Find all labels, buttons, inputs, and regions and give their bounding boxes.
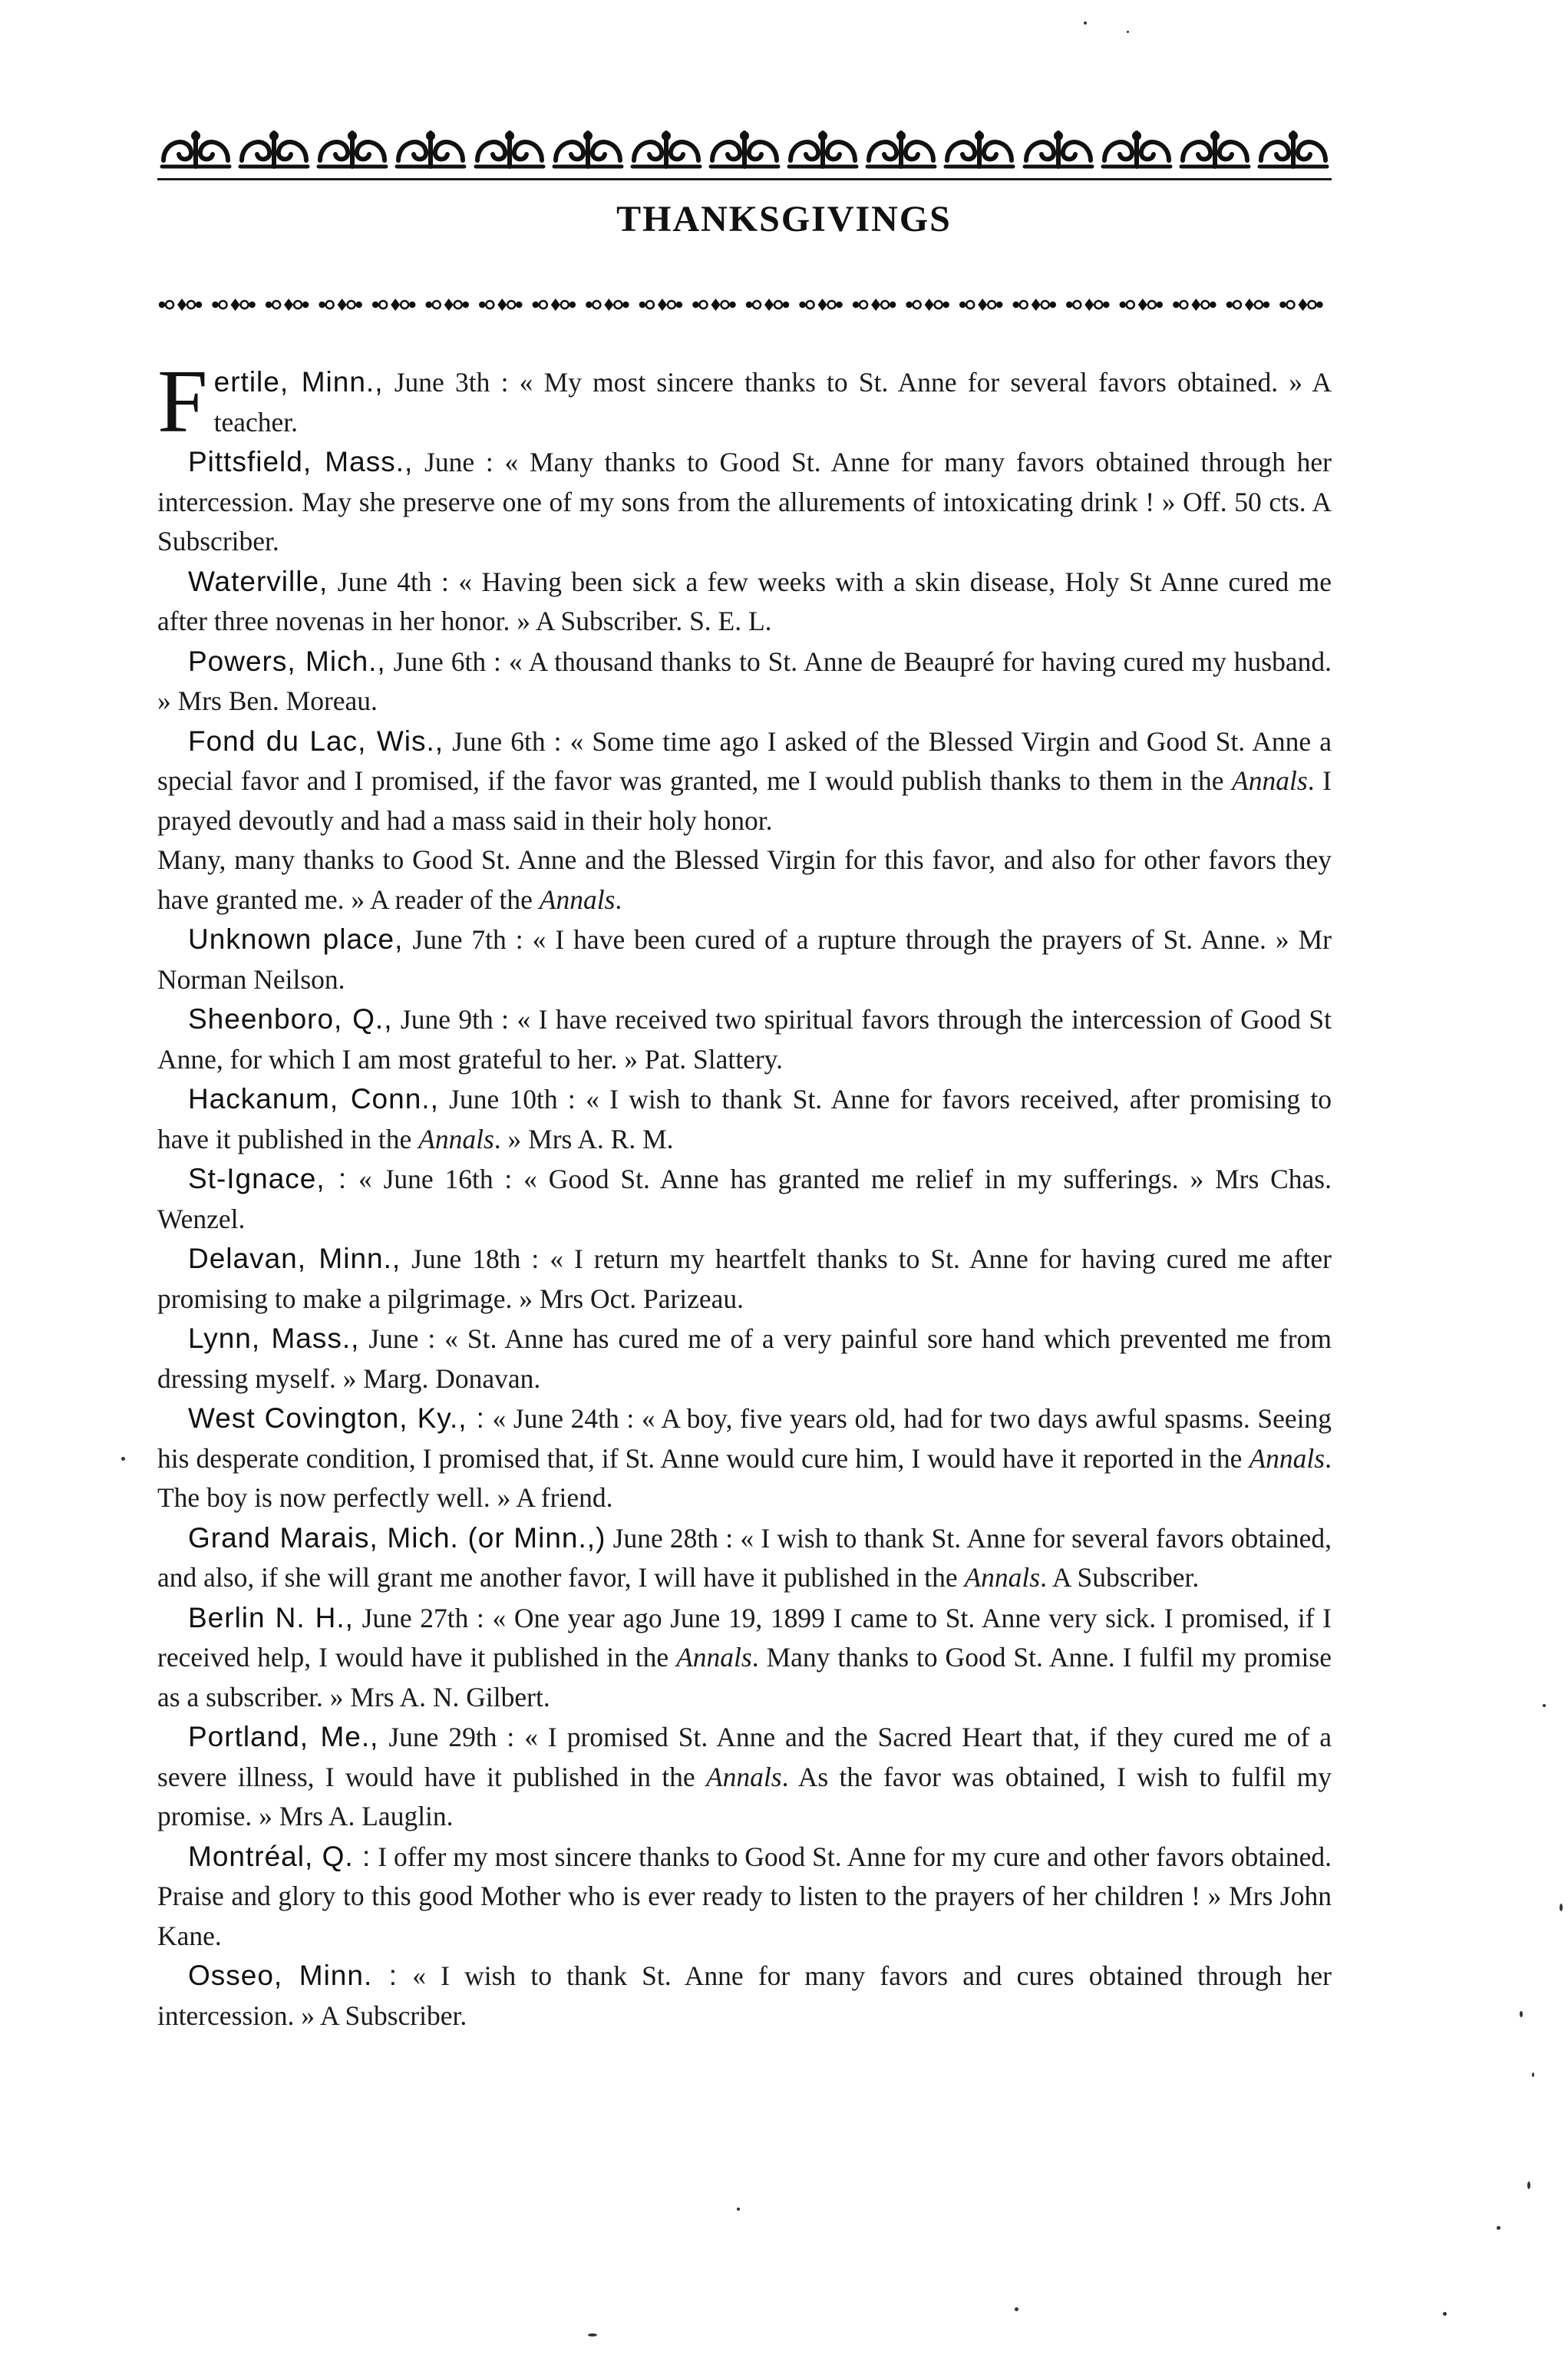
entry-waterville [157,562,1332,642]
divider-dot [837,302,842,307]
entry-place: Hackanum, Conn., [188,1083,439,1115]
entry-text: June 6th : « Some time ago I asked of the Blessed Virgin and Good St. Anne a special favor and I promised, if the favor was granted, me I would publish thanks to them in the [157,725,1332,796]
entry-place: Sheenboro, Q., [188,1003,393,1035]
entry-hackanum [157,1079,1332,1159]
divider-dot [373,302,378,307]
scan-speck [1560,1904,1563,1911]
entry-text: . [615,883,622,915]
divider-diamond [711,299,720,311]
entry-text: June 6th : « A thousand thanks to St. Anne de Beaupré for having cured my husband. » Mrs Ben. Moreau. [157,646,1332,716]
entry-place: ertile, Minn., [213,366,384,398]
entry-place: West Covington, Ky., : [188,1402,485,1434]
divider-dot [881,301,889,309]
divider-dot [614,301,622,309]
divider-diamond [978,299,987,311]
entry-place: Delavan, Minn., [188,1243,401,1274]
entry-west-covington [157,1399,1332,1518]
divider-dot [997,302,1002,307]
entry-powers [157,642,1332,722]
entry-text: June 28th : « I wish to thank St. Anne for several favors obtained, and also, if she will grant me another favor, I will have it published in the [157,1522,1332,1593]
divider-diamond [551,299,560,311]
scan-speck [1084,21,1087,25]
divider-diamond [764,299,774,311]
divider-dot [294,301,302,309]
divider-dot [593,301,600,309]
divider-dot [693,302,698,307]
divider-dot [784,302,788,307]
entry-st-ignace [157,1159,1332,1239]
divider-dot [187,301,195,309]
divider-dot [241,301,249,309]
divider-dot [1014,302,1018,307]
divider-diamond [444,299,454,311]
divider-dot [561,301,569,309]
divider-dot [640,302,645,307]
divider-dot [935,301,942,309]
divider-diamond [818,299,827,311]
entry-text: I offer my most sincere thanks to Good St. Anne for my cure and other favors obtained. Praise and glory to this good Mother who is ever ready to listen to the prayers of her children ! » Mrs John Kane. [157,1841,1332,1951]
divider-dot [196,302,201,307]
divider-dot [433,301,441,309]
divider-dot [1020,301,1028,309]
divider-dot [401,301,408,309]
entry-text: June : « Many thanks to Good St. Anne for many favors obtained through her intercession. May she preserve one of my sons from the allurements of intoxicating drink ! » Off. 50 cts. A Subscriber. [157,447,1332,556]
divider-dot [944,302,949,307]
divider-dot [266,302,271,307]
entry-text: . A Subscriber. [1040,1562,1200,1593]
scroll-ornament-icon [1255,125,1332,173]
divider-dot [1067,302,1071,307]
entry-text: « June 16th : « Good St. Anne has granted me relief in my sufferings. » Mrs Chas. Wenzel. [157,1164,1332,1234]
entry-text: June 3th : « My most sincere thanks to St. Anne for several favors obtained. » A teacher. [213,367,1332,438]
divider-dot [427,302,431,307]
scan-speck [1497,2226,1500,2230]
scan-speck [1543,1704,1546,1707]
scan-speck [588,2333,597,2337]
entry-text: June 27th : « One year ago June 19, 1899 I came to St. Anne very sick. I promised, if I received help, I would have it published in the [157,1602,1332,1673]
divider-diamond [231,299,240,311]
entry-text: June 18th : « I return my heartfelt thanks to St. Anne for having cured me after promising to make a pilgrimage. » Mrs Oct. Parizeau. [157,1243,1332,1314]
divider-dot [586,302,591,307]
annals-title: Annals [418,1123,494,1154]
divider-diamond [497,299,507,311]
annals-title: Annals [964,1562,1041,1593]
divider-dot [1308,301,1315,309]
divider-diamond [1298,299,1307,311]
divider-dot [1121,302,1125,307]
entry-text: June 10th : « I wish to thank St. Anne for favors received, after promising to have it published in the [157,1084,1332,1154]
divider-dot [1280,302,1285,307]
divider-dot [807,301,814,309]
divider-dot [540,301,547,309]
divider-diamond [284,299,293,311]
divider-dot [907,302,912,307]
entry-grand-marais [157,1518,1332,1598]
divider-dot [1264,302,1269,307]
divider-dot [570,302,575,307]
entry-text: . » Mrs A. R. M. [494,1123,674,1154]
entry-text: . As the favor was obtained, I wish to fulfil my promise. » Mrs A. Lauglin. [157,1761,1332,1831]
entry-sheenboro [157,999,1332,1079]
divider-dot [960,302,965,307]
annals-title: Annals [1249,1442,1325,1474]
scan-speck [1015,2307,1018,2311]
scan-speck [1527,2181,1530,2189]
page-title: THANKSGIVINGS [616,199,952,239]
scroll-ornament-icon [550,125,626,173]
entry-unknown-place [157,920,1332,999]
scroll-ornament-icon [941,125,1018,173]
divider-dot [166,301,173,309]
entry-osseo [157,1956,1332,2036]
drop-cap: F [157,351,208,451]
entry-place: Lynn, Mass., [188,1323,360,1354]
divider-dot [1104,302,1108,307]
entry-place: Portland, Me., [188,1721,379,1752]
divider-diamond [604,299,613,311]
divider-diamond [177,299,187,311]
entry-lynn [157,1319,1332,1399]
entry-pittsfield [157,442,1332,562]
annals-title: Annals [676,1642,752,1673]
entry-text: « June 24th : « A boy, five years old, had for two days awful spasms. Seeing his desperate condition, I promised that, if St. Anne would cure him, I would have it reported in the [157,1403,1332,1474]
divider-dot [1210,302,1215,307]
entry-place: Fond du Lac, Wis., [188,725,444,757]
scroll-ornament-icon [392,125,469,173]
scan-speck [1443,2312,1447,2316]
entry-text: June : « St. Anne has cured me of a very painful sore hand which prevented me from dressing myself. » Marg. Donavan. [157,1323,1332,1394]
divider-dot [677,302,682,307]
divider-dot [801,302,805,307]
divider-dot [1041,301,1049,309]
divider-dot [646,301,654,309]
scroll-ornament-icon [157,125,234,173]
scan-speck [121,1457,125,1461]
scan-speck [1127,31,1129,33]
divider-dot [774,301,782,309]
divider-diamond [1032,299,1041,311]
divider-dot [303,302,308,307]
entry-fertile [157,351,1332,451]
divider-diamond [391,299,400,311]
entry-place: Waterville, [188,565,328,597]
scan-speck [737,2208,740,2211]
divider-dot [486,301,494,309]
divider-dot [890,302,895,307]
divider-dot [1148,301,1156,309]
divider-diamond [1138,299,1147,311]
divider-dot [1286,301,1294,309]
divider-dot [1227,302,1232,307]
entry-berlin [157,1598,1332,1718]
entry-fond-du-lac [157,722,1332,841]
divider-dot [1317,302,1322,307]
divider-dot [1127,301,1134,309]
entry-montreal [157,1837,1332,1957]
entry-text: June 9th : « I have received two spiritual favors through the intercession of Good St Anne, for which I am most grateful to her. » Pat. Slattery. [157,1004,1332,1075]
divider-dot [623,302,628,307]
divider-dot [220,301,227,309]
annals-title: Annals [539,883,616,915]
scroll-ornament-icon [314,125,391,173]
divider-dot [379,301,387,309]
scroll-ornament-icon [1177,125,1253,173]
entry-place: Powers, Mich., [188,645,386,677]
divider-diamond [1191,299,1200,311]
divider-dot [828,301,836,309]
divider-dot [454,301,462,309]
divider-dot [272,301,280,309]
divider-dot [1233,301,1241,309]
divider-dot [988,301,995,309]
entry-text: . The boy is now perfectly well. » A friend. [157,1442,1332,1513]
divider-dot [213,302,218,307]
entry-text: June 29th : « I promised St. Anne and the Sacred Heart that, if they cured me of a severe illness, I would have it published in the [157,1722,1332,1792]
divider-dot [1157,302,1162,307]
scroll-ornament-icon [706,125,783,173]
annals-title: Annals [1232,765,1308,796]
scroll-ornament-icon [784,125,861,173]
divider-diamond [1084,299,1094,311]
header-ornament-band [157,121,1332,177]
entry-place: Osseo, Minn. : [188,1960,398,1991]
divider-dot [410,302,414,307]
entry-text: June 4th : « Having been sick a few weeks with a skin disease, Holy St Anne cured me after three novenas in her honor. » A Subscriber. S. E. L. [157,566,1332,636]
divider-dot [480,302,484,307]
divider-dot [517,302,521,307]
scroll-ornament-icon [1098,125,1175,173]
entry-place: Pittsfield, Mass., [188,446,414,477]
divider-dot [507,301,515,309]
divider-diamond [338,299,347,311]
annals-title: Annals [705,1761,782,1792]
entry-portland [157,1717,1332,1837]
divider-dot [853,302,858,307]
divider-dot [320,302,325,307]
divider-dot [753,301,761,309]
divider-dot [348,301,355,309]
divider-dot [357,302,361,307]
divider-dot [966,301,974,309]
divider-dot [250,302,255,307]
entry-text: « I wish to thank St. Anne for many favors and cures obtained through her intercession. » A Subscriber. [157,1960,1332,2031]
entry-place: Montréal, Q. : [188,1840,371,1872]
entry-place: Grand Marais, Mich. (or Minn.,) [188,1521,606,1554]
scroll-ornament-icon [628,125,705,173]
divider-dot [860,301,867,309]
scroll-ornament-icon [863,125,939,173]
divider-diamond [871,299,880,311]
divider-dot [1073,301,1081,309]
divider-dot [464,302,468,307]
scroll-ornament-icon [236,125,312,173]
entry-text: June 7th : « I have been cured of a rupture through the prayers of St. Anne. » Mr Norman Neilson. [157,924,1332,995]
divider-dot [721,301,728,309]
divider-dot [913,301,921,309]
entry-fond-du-lac-continued [157,840,1332,920]
entry-delavan [157,1239,1332,1319]
divider-dot [1174,302,1178,307]
entry-place: Berlin N. H., [188,1601,354,1633]
entry-text: . I prayed devoutly and had a mass said in their holy honor. [157,765,1332,836]
divider-dot [747,302,751,307]
divider-diamond [925,299,934,311]
header-rule [157,178,1332,180]
divider-dot [1201,301,1209,309]
divider-dot [326,301,334,309]
scan-speck [1520,2011,1523,2017]
scroll-ornament-icon [471,125,548,173]
divider-dot [668,301,675,309]
title-divider-ornament [157,296,1332,314]
divider-dot [730,302,734,307]
scan-speck [1532,2072,1534,2077]
divider-dot [160,302,164,307]
scroll-ornament-icon [1020,125,1097,173]
divider-diamond [658,299,667,311]
divider-dot [1255,301,1263,309]
entry-text: . Many thanks to Good St. Anne. I fulfil my promise as a subscriber. » Mrs A. N. Gilbert. [157,1642,1332,1712]
divider-dot [1094,301,1102,309]
entry-place: St-Ignace, : [188,1163,348,1194]
thanksgivings-body [157,351,1332,2036]
divider-dot [533,302,538,307]
divider-dot [1051,302,1055,307]
entry-place: Unknown place, [188,923,404,955]
divider-dot [699,301,707,309]
divider-diamond [1245,299,1254,311]
entry-text: Many, many thanks to Good St. Anne and the Blessed Virgin for this favor, and also for other favors they have granted me. » A reader of the [157,844,1332,915]
divider-dot [1180,301,1187,309]
